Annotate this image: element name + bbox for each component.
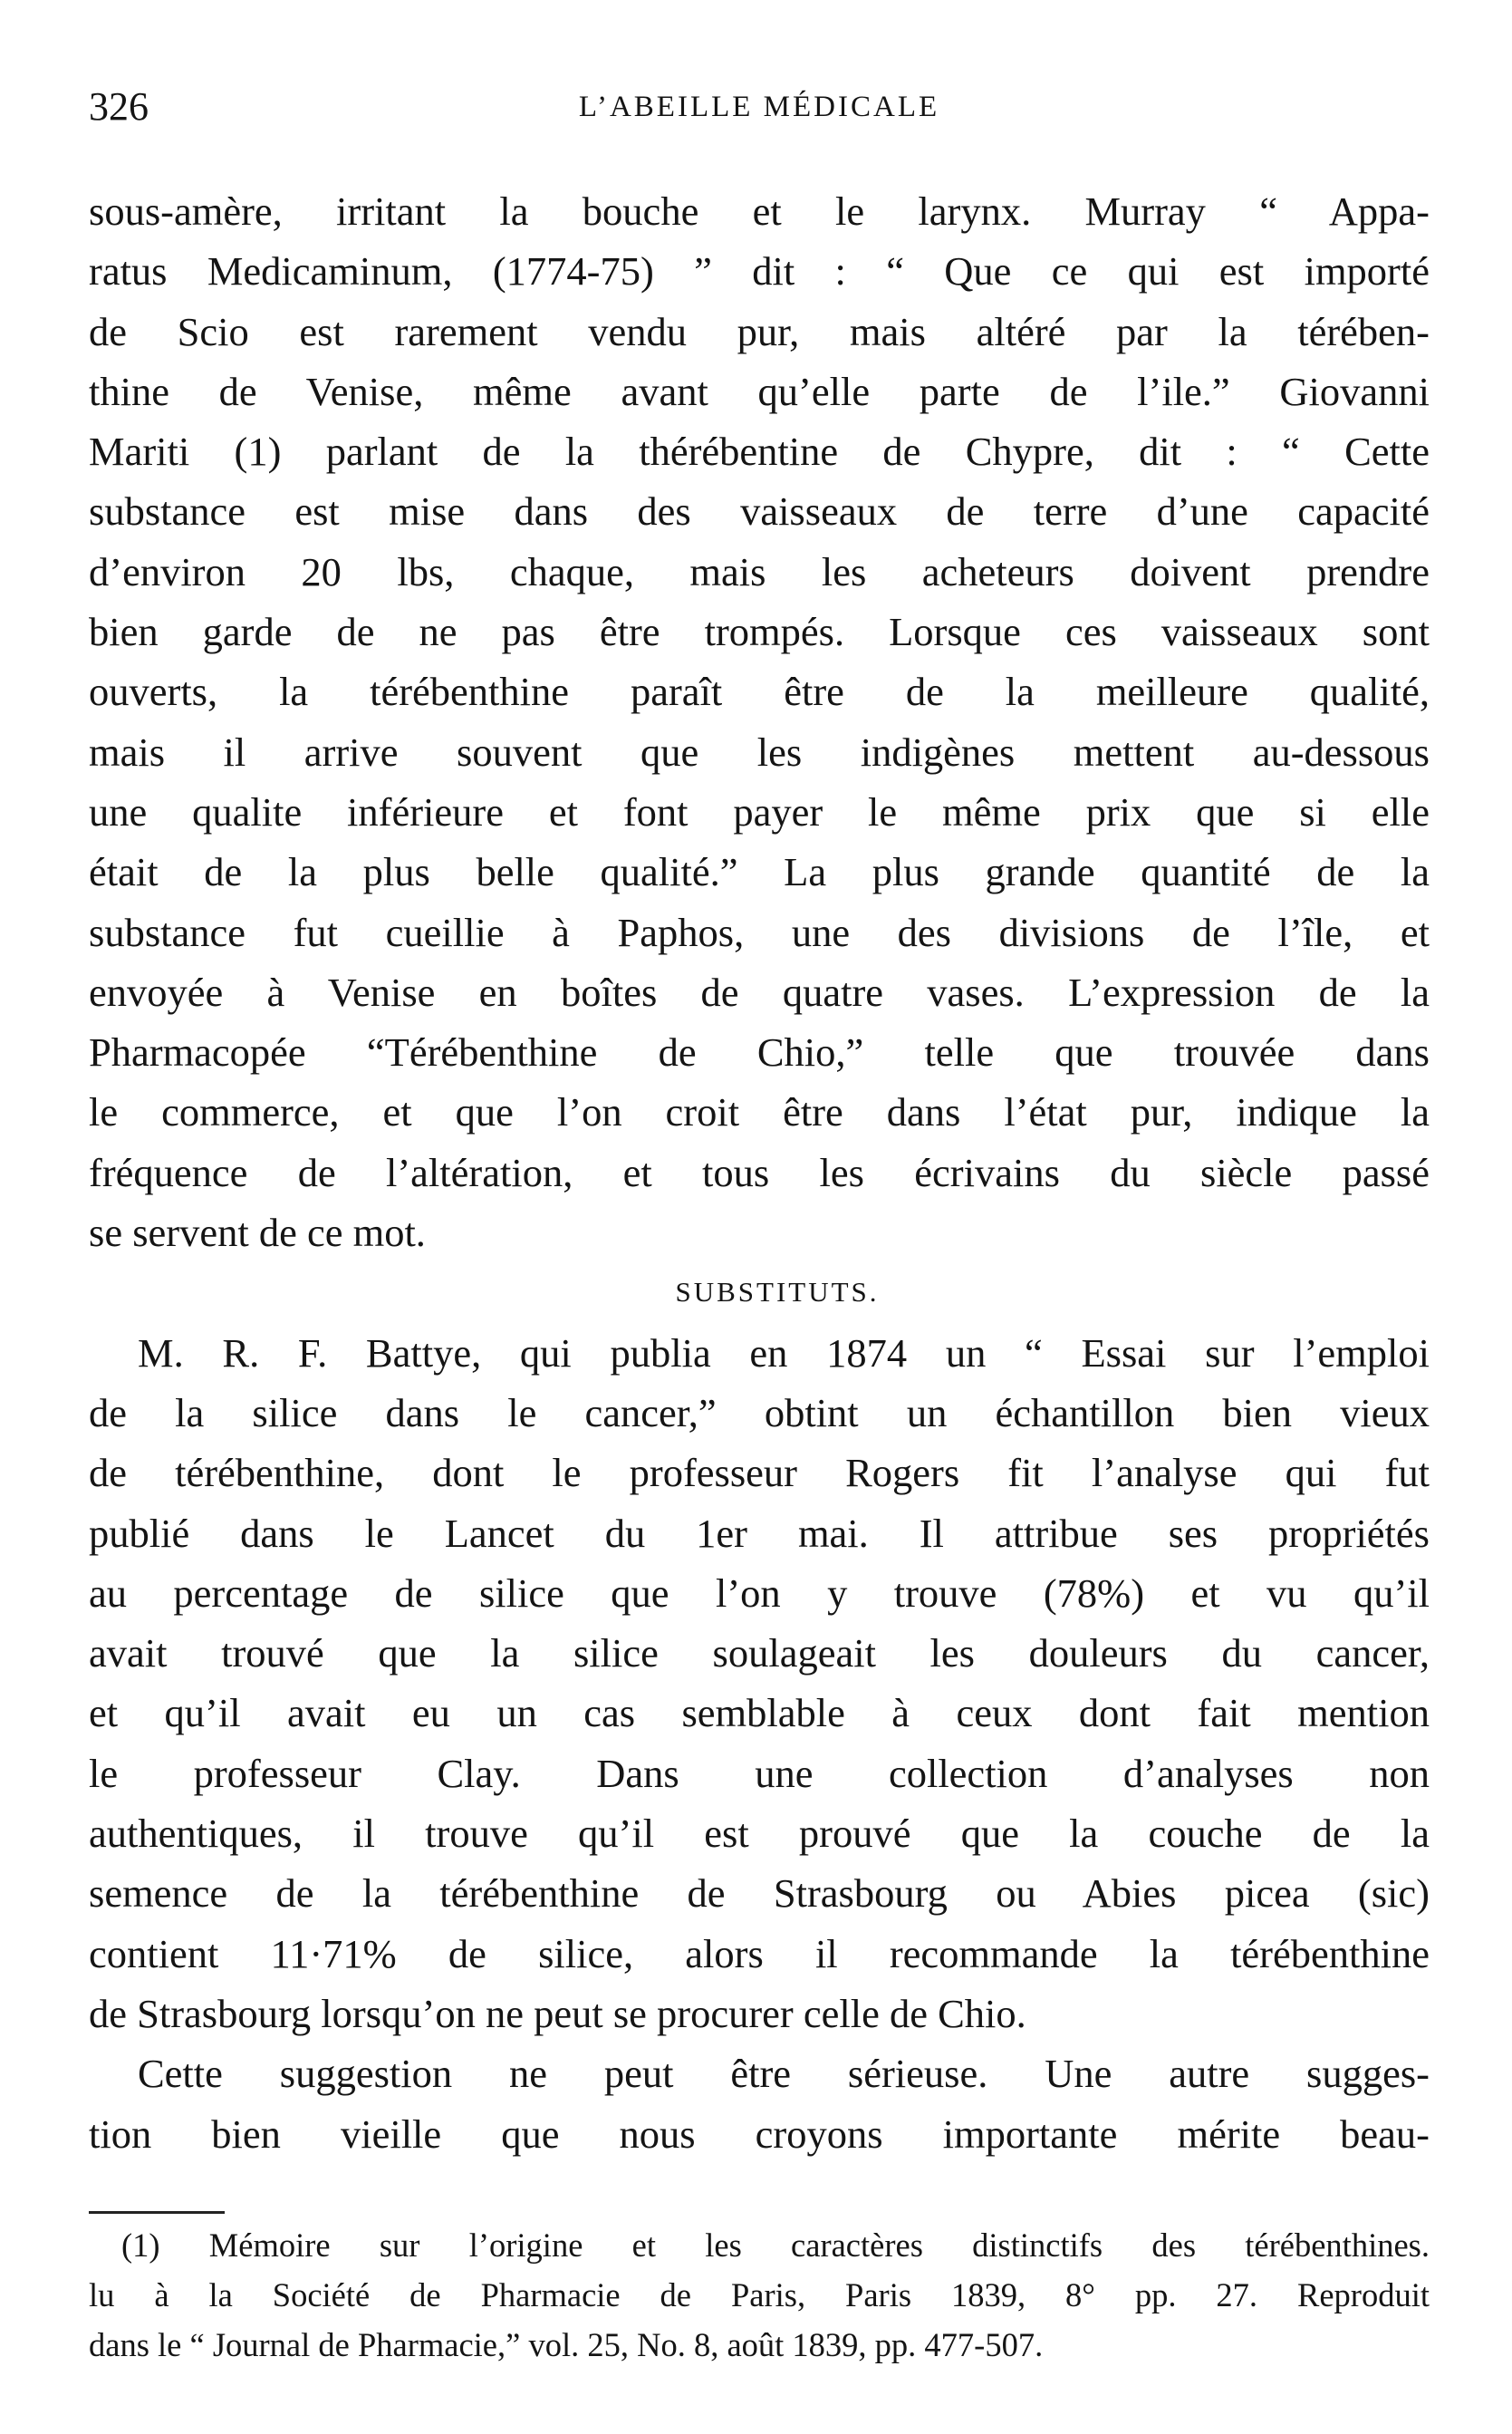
text-line: de térébenthine, dont le professeur Rogers fit l’analyse qui fut [89,1450,1430,1496]
text-line: le professeur Clay. Dans une collection d’analyses non [89,1750,1430,1796]
text-line: avait trouvé que la silice soulageait les douleurs du cancer, [89,1630,1430,1676]
text-line: ouverts, la térébenthine paraît être de la meilleure qualité, [89,669,1430,715]
text-line: et qu’il avait eu un cas semblable à ceux dont fait mention [89,1690,1430,1736]
text-line: envoyée à Venise en boîtes de quatre vases. L’expression de la [89,969,1430,1015]
text-line: tion bien vieille que nous croyons importante mérite beau- [89,2110,1430,2157]
text-line: de Strasbourg lorsqu’on ne peut se procurer celle de Chio. [89,1990,1026,2036]
text-line: semence de la térébenthine de Strasbourg ou Abies picea (sic) [89,1870,1430,1917]
footnotes [89,2220,1430,2370]
footnote-line: (1) Mémoire sur l’origine et les caractères distinctifs des térébenthines. [121,2226,1430,2264]
section-heading: SUBSTITUTS. [675,1276,880,1309]
text-line: d’environ 20 lbs, chaque, mais les acheteurs doivent prendre [89,548,1430,594]
text-line: Pharmacopée “Térébenthine de Chio,” telle que trouvée dans [89,1029,1430,1076]
text-line: sous-amère, irritant la bouche et le larynx. Murray “ Appa- [89,188,1430,234]
footnote-line: dans le “ Journal de Pharmacie,” vol. 25, No. 8, août 1839, pp. 477-507. [89,2326,1044,2363]
text-line: était de la plus belle qualité.” La plus grande quantité de la [89,849,1430,895]
footnote-divider [89,2211,225,2214]
text-line: au percentage de silice que l’on y trouve (78%) et vu qu’il [89,1570,1430,1616]
text-line: Mariti (1) parlant de la thérébentine de Chypre, dit : “ Cette [89,429,1430,475]
text-line: se servent de ce mot. [89,1210,426,1256]
text-line: authentiques, il trouve qu’il est prouvé que la couche de la [89,1811,1430,1857]
text-line: une qualite inférieure et font payer le même prix que si elle [89,788,1430,835]
text-line: thine de Venise, même avant qu’elle parte de l’ile.” Giovanni [89,368,1430,414]
text-line: substance fut cueillie à Paphos, une des divisions de l’île, et [89,909,1430,955]
text-line: de Scio est rarement vendu pur, mais altéré par la térében- [89,308,1430,354]
text-line: fréquence de l’altération, et tous les écrivains du siècle passé [89,1149,1430,1195]
text-line: contient 11·71% de silice, alors il recommande la térébenthine [89,1930,1430,1976]
text-line: le commerce, et que l’on croit être dans l’état pur, indique la [89,1089,1430,1135]
footnote-line: lu à la Société de Pharmacie de Paris, Paris 1839, 8° pp. 27. Reproduit [89,2276,1430,2313]
body-text [89,181,1430,2164]
text-line: bien garde de ne pas être trompés. Lorsque ces vaisseaux sont [89,609,1430,655]
page-number: 326 [89,84,149,129]
text-line: M. R. F. Battye, qui publia en 1874 un “ Essai sur l’emploi [138,1329,1430,1376]
text-line: de la silice dans le cancer,” obtint un échantillon bien vieux [89,1389,1430,1435]
text-line: publié dans le Lancet du 1er mai. Il attribue ses propriétés [89,1510,1430,1556]
page-header [89,83,1430,134]
text-line: mais il arrive souvent que les indigènes mettent au-dessous [89,729,1430,775]
running-title: L’ABEILLE MÉDICALE [578,91,940,123]
text-line: ratus Medicaminum, (1774-75) ” dit : “ Que ce qui est importé [89,248,1430,295]
text-line: Cette suggestion ne peut être sérieuse. Une autre sugges- [138,2051,1430,2097]
text-line: substance est mise dans des vaisseaux de terre d’une capacité [89,488,1430,535]
